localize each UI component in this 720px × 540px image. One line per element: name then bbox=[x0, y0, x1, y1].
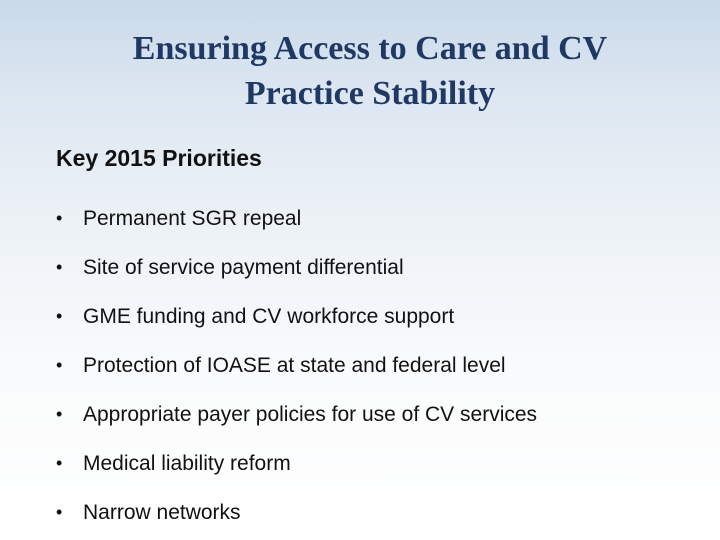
list-item-text: Medical liability reform bbox=[83, 451, 291, 475]
list-item-text: Appropriate payer policies for use of CV services bbox=[83, 402, 538, 426]
list-item-text: GME funding and CV workforce support bbox=[83, 304, 455, 328]
bullet-icon: • bbox=[56, 404, 63, 424]
list-item bbox=[56, 243, 537, 292]
list-item-text: Permanent SGR repeal bbox=[83, 206, 302, 230]
list-item-text: Narrow networks bbox=[83, 500, 241, 524]
bullet-icon: • bbox=[56, 306, 63, 326]
bullet-icon: • bbox=[56, 453, 63, 473]
list-item bbox=[56, 439, 537, 488]
slide-title bbox=[60, 26, 680, 116]
list-item bbox=[56, 194, 537, 243]
bullet-icon: • bbox=[56, 208, 63, 228]
slide-subtitle: Key 2015 Priorities bbox=[56, 145, 262, 171]
list-item bbox=[56, 390, 537, 439]
list-item bbox=[56, 292, 537, 341]
list-item-text: Protection of IOASE at state and federal level bbox=[83, 353, 506, 377]
slide-title-line-1: Ensuring Access to Care and CV bbox=[132, 30, 608, 67]
slide-title-line-2: Practice Stability bbox=[244, 75, 496, 112]
priority-list bbox=[56, 194, 537, 537]
list-item bbox=[56, 341, 537, 390]
list-item-text: Site of service payment differential bbox=[83, 255, 404, 279]
bullet-icon: • bbox=[56, 257, 63, 277]
bullet-icon: • bbox=[56, 502, 63, 522]
list-item bbox=[56, 488, 537, 537]
bullet-icon: • bbox=[56, 355, 63, 375]
